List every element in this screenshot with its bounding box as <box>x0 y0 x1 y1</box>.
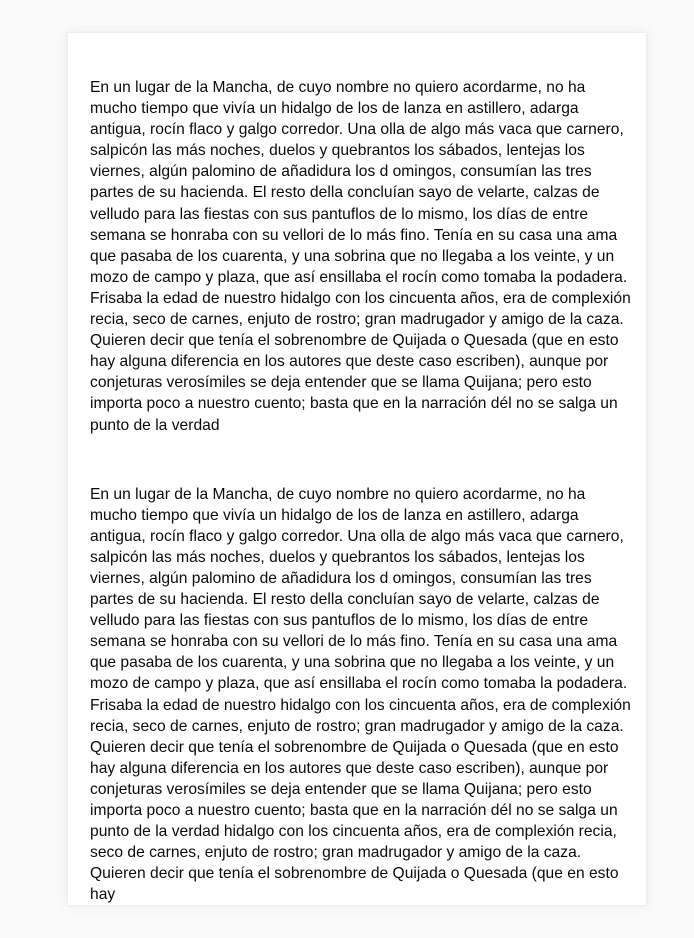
document-page <box>68 33 646 905</box>
page-content-area <box>68 33 646 905</box>
paragraph-block-1: En un lugar de la Mancha, de cuyo nombre no quiero acordarme, no ha mucho tiempo que vivía un hidalgo de los de lanza en astillero, adarga antigua, rocín flaco y galgo corredor. Una olla de algo más vaca que carnero, salpicón las más noches, duelos y quebrantos los sábados, lentejas los viernes, algún palomino de añadidura los d omingos, consumían las tres partes de su hacienda. El resto della concluían sayo de velarte, calzas de velludo para las fiestas con sus pantuflos de lo mismo, los días de entre semana se honraba con su vellori de lo más fino. Tenía en su casa una ama que pasaba de los cuarenta, y una sobrina que no llegaba a los veinte, y un mozo de campo y plaza, que así ensillaba el rocín como tomaba la podadera. Frisaba la edad de nuestro hidalgo con los cincuenta años, era de complexión recia, seco de carnes, enjuto de rostro; gran madrugador y amigo de la caza. Quieren decir que tenía el sobrenombre de Quijada o Quesada (que en esto hay alguna diferencia en los autores que deste caso escriben), aunque por conjeturas verosímiles se deja entender que se llama Quijana; pero esto importa poco a nuestro cuento; basta que en la narración dél no se salga un punto de la verdad <box>90 79 636 434</box>
paragraph-block-2: En un lugar de la Mancha, de cuyo nombre no quiero acordarme, no ha mucho tiempo que vivía un hidalgo de los de lanza en astillero, adarga antigua, rocín flaco y galgo corredor. Una olla de algo más vaca que carnero, salpicón las más noches, duelos y quebrantos los sábados, lentejas los viernes, algún palomino de añadidura los d omingos, consumían las tres partes de su hacienda. El resto della concluían sayo de velarte, calzas de velludo para las fiestas con sus pantuflos de lo mismo, los días de entre semana se honraba con su vellori de lo más fino. Tenía en su casa una ama que pasaba de los cuarenta, y una sobrina que no llegaba a los veinte, y un mozo de campo y plaza, que así ensillaba el rocín como tomaba la podadera. Frisaba la edad de nuestro hidalgo con los cincuenta años, era de complexión recia, seco de carnes, enjuto de rostro; gran madrugador y amigo de la caza. Quieren decir que tenía el sobrenombre de Quijada o Quesada (que en esto hay alguna diferencia en los autores que deste caso escriben), aunque por conjeturas verosímiles se deja entender que se llama Quijana; pero esto importa poco a nuestro cuento; basta que en la narración dél no se salga un punto de la verdad hidalgo con los cincuenta años, era de complexión recia, seco de carnes, enjuto de rostro; gran madrugador y amigo de la caza. Quieren decir que tenía el sobrenombre de Quijada o Quesada (que en esto hay <box>90 485 636 904</box>
